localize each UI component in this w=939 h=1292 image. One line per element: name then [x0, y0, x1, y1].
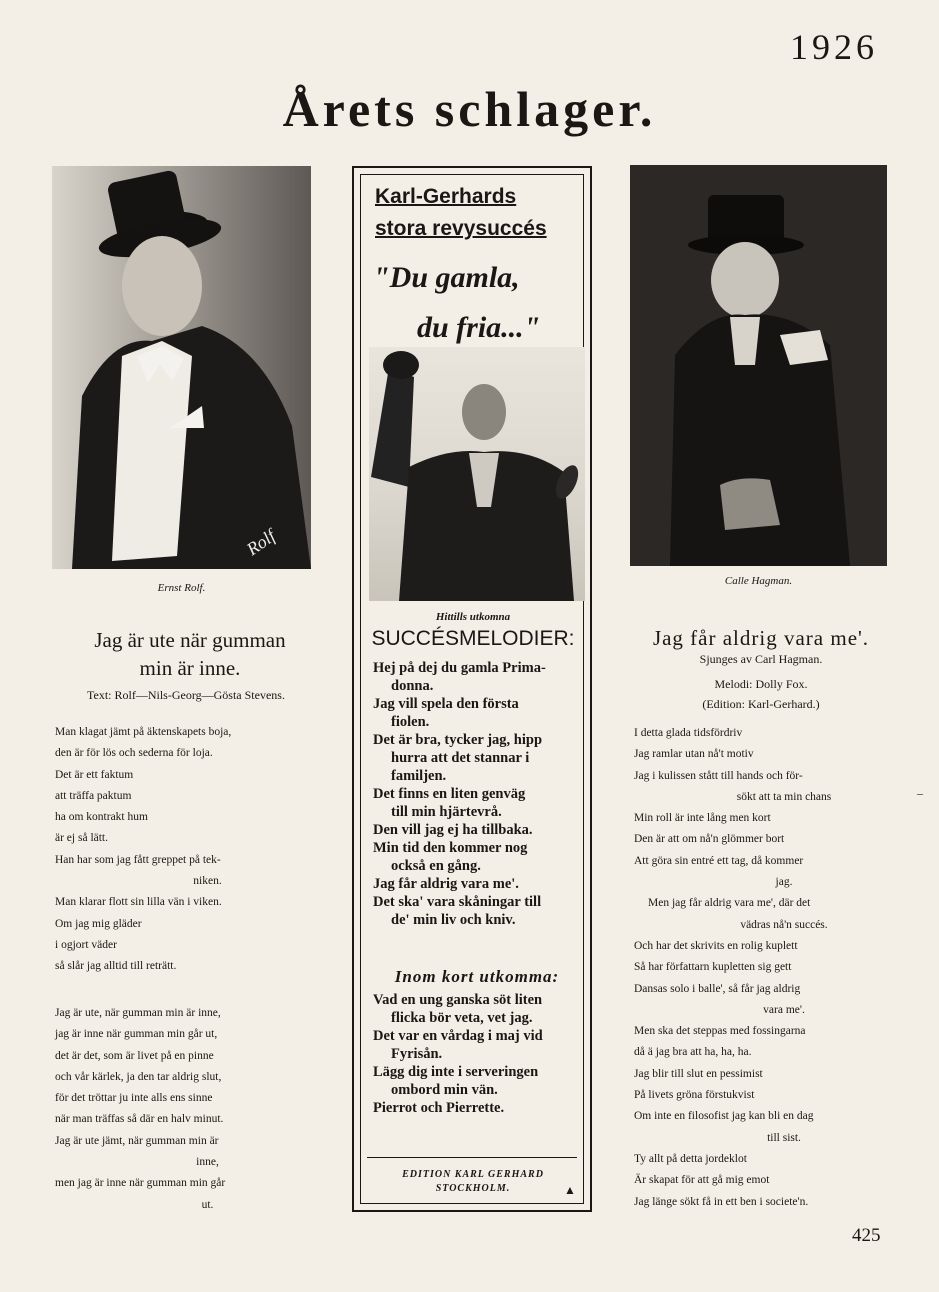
lyric-line: På livets gröna förstukvist	[634, 1089, 755, 1102]
lyric-line: inne,	[196, 1156, 219, 1169]
lyric-line: Jag är ute, när gumman min är inne,	[55, 1007, 221, 1019]
hands	[720, 478, 780, 530]
lyric-line: jag är inne när gumman min går ut,	[55, 1028, 218, 1041]
ad-heading-1: Karl-Gerhards	[375, 185, 517, 208]
lyric-line: Den är att om nå'n glömmer bort	[634, 833, 785, 846]
ad-song-line: donna.	[391, 678, 434, 694]
left-song-chorus	[55, 1003, 320, 1216]
ad-song-line: Det är bra, tycker jag, hipp	[373, 732, 543, 748]
karl-gerhard-photo	[369, 347, 585, 601]
ad-heading-2: stora revysuccés	[375, 217, 547, 240]
ad-song-line: Jag vill spela den första	[373, 696, 519, 712]
ad-song-line: Min tid den kommer nog	[373, 840, 528, 856]
lyric-line: Men jag får aldrig vara me', där det	[648, 897, 811, 910]
face	[711, 242, 779, 318]
lyric-line: Han har som jag fått greppet på tek-	[55, 853, 221, 866]
lyric-line: Jag länge sökt få in ett ben i societe'n.	[634, 1195, 809, 1208]
left-song-title-line-2: min är inne.	[139, 656, 241, 680]
advertisement-box	[352, 166, 592, 1212]
ad-song-line: Hej på dej du gamla Prima-	[373, 660, 546, 676]
ernst-rolf-caption: Ernst Rolf.	[157, 582, 206, 594]
lyric-line: är ej så lätt.	[55, 832, 109, 845]
lyric-line: i ogjort väder	[55, 938, 117, 951]
lyric-line: den är för lös och sederna för loja.	[55, 747, 213, 760]
calle-hagman-illustration	[630, 165, 887, 566]
lyric-line: då ä jag bra att ha, ha, ha.	[634, 1046, 752, 1059]
ad-succes-heading: SUCCÉSMELODIER:	[371, 627, 575, 650]
face	[462, 384, 506, 440]
shirt	[730, 317, 760, 365]
publisher-logo-icon: ▲	[564, 1183, 576, 1197]
lyric-line: Men ska det steppas med fossingarna	[634, 1025, 806, 1038]
ad-song-list-upcoming	[373, 991, 585, 1117]
lyric-line: sökt att ta min chans	[736, 790, 832, 803]
lyric-line: Att göra sin entré ett tag, då kommer	[634, 854, 804, 867]
right-song-title: Jag får aldrig vara me'.	[652, 626, 870, 650]
ad-song-line: Pierrot och Pierrette.	[373, 1100, 505, 1116]
ad-coming-soon-heading: Inom kort utkomma:	[394, 967, 560, 986]
lyric-line: Dansas solo i balle', så får jag aldrig	[634, 982, 801, 995]
ad-edition-publisher: EDITION KARL GERHARD	[402, 1169, 544, 1180]
lyric-line: jag.	[775, 876, 793, 889]
lyric-line: Ty allt på detta jordeklot	[634, 1152, 747, 1165]
lyric-line: Jag ramlar utan nå't motiv	[634, 748, 754, 761]
calle-hagman-caption: Calle Hagman.	[724, 575, 793, 587]
lyric-line: ut.	[201, 1198, 214, 1211]
left-song-credit: Text: Rolf—Nils-Georg—Gösta Stevens.	[87, 688, 285, 702]
lyric-line: Om inte en filosofist jag kan bli en dag	[634, 1110, 814, 1123]
lyric-line: Så har författarn kupletten sig gett	[634, 961, 792, 974]
page-number: 425	[852, 1225, 881, 1246]
ad-song-line: till min hjärtevrå.	[391, 804, 502, 820]
ad-song-line: också en gång.	[391, 858, 481, 874]
ad-edition-city: STOCKHOLM.	[435, 1183, 511, 1194]
ad-song-line: Den vill jag ej ha tillbaka.	[373, 822, 533, 838]
ad-quote-1: "Du gamla,	[373, 261, 520, 294]
lyric-line: Man klagat jämt på äktenskapets boja,	[55, 726, 232, 738]
margin-mark: –	[917, 786, 923, 800]
lyric-line: för det tröttar ju inte alls ens sinne	[55, 1092, 213, 1105]
lyric-line: Det är ett faktum	[55, 768, 134, 781]
ad-song-line: hurra att det stannar i	[391, 750, 530, 766]
lyric-line: Jag blir till slut en pessimist	[634, 1067, 763, 1080]
lyric-line: Jag är ute jämt, när gumman min är	[55, 1134, 219, 1147]
lyric-line: och vår kärlek, ja den tar aldrig slut,	[55, 1070, 222, 1083]
ad-song-line: fiolen.	[391, 714, 430, 730]
lyric-line: så slår jag alltid till reträtt.	[55, 960, 177, 973]
right-song-lyrics	[634, 723, 894, 1213]
year-label: 1926	[790, 27, 878, 67]
left-song-verse	[55, 722, 320, 978]
lyric-line: Man klarar flott sin lilla vän i viken.	[55, 896, 222, 909]
ad-song-line: Det ska' vara skåningar till	[373, 894, 542, 910]
ad-divider	[367, 1157, 577, 1158]
ernst-rolf-photo	[52, 166, 311, 569]
left-song-title	[60, 626, 320, 682]
raised-arm	[371, 367, 414, 487]
calle-hagman-photo	[630, 165, 887, 566]
ad-song-line: Lägg dig inte i serveringen	[373, 1064, 539, 1080]
ad-song-line: Det finns en liten genväg	[373, 786, 526, 802]
lyric-line: Min roll är inte lång men kort	[634, 812, 771, 825]
ad-song-line: Det var en vårdag i maj vid	[373, 1028, 543, 1044]
lyric-line: vädras nå'n succés.	[740, 918, 828, 931]
ad-quote-2: du fria..."	[417, 311, 541, 344]
ad-song-line: familjen.	[391, 768, 447, 784]
left-song-title-line-1: Jag är ute när gumman	[94, 628, 286, 652]
ad-song-line: Vad en ung ganska söt liten	[373, 992, 543, 1008]
lyric-line: ha om kontrakt hum	[55, 811, 148, 824]
ad-song-line: ombord min vän.	[391, 1082, 498, 1098]
ernst-rolf-illustration	[52, 166, 311, 569]
lyric-line: men jag är inne när gumman min går	[55, 1177, 226, 1190]
karl-gerhard-illustration	[369, 347, 585, 601]
page-title: Årets schlager.	[282, 81, 657, 137]
ad-song-line: Jag får aldrig vara me'.	[373, 876, 519, 892]
lyric-line: Om jag mig gläder	[55, 917, 142, 930]
face	[122, 236, 202, 336]
lyric-line: I detta glada tidsfördriv	[634, 727, 743, 739]
ad-hittills-label: Hittills utkomna	[435, 611, 511, 623]
lyric-line: Jag i kulissen stått till hands och för-	[634, 769, 803, 782]
lyric-line: vara me'.	[763, 1003, 805, 1016]
ad-song-line: flicka bör veta, vet jag.	[391, 1010, 533, 1026]
lyric-line: till sist.	[767, 1131, 801, 1144]
photo-signature: Rolf	[242, 525, 279, 560]
ad-song-line: Fyrisån.	[391, 1046, 443, 1062]
lyric-line: Och har det skrivits en rolig kuplett	[634, 939, 798, 952]
bowler-hat	[383, 351, 419, 379]
ad-song-list-published	[373, 659, 585, 929]
lyric-line: när man träffas så där en halv minut.	[55, 1113, 224, 1126]
lyric-line: att träffa paktum	[55, 789, 132, 802]
lyric-line: niken.	[193, 875, 222, 888]
right-song-melody: Melodi: Dolly Fox.	[714, 677, 808, 691]
advertisement-inner-frame	[360, 174, 584, 1204]
ad-song-line: de' min liv och kniv.	[391, 912, 516, 928]
right-song-singer: Sjunges av Carl Hagman.	[699, 652, 823, 666]
lyric-line: det är det, som är livet på en pinne	[55, 1049, 214, 1062]
lyric-line: Är skapat för att gå mig emot	[634, 1174, 770, 1187]
right-song-edition: (Edition: Karl-Gerhard.)	[702, 697, 820, 711]
